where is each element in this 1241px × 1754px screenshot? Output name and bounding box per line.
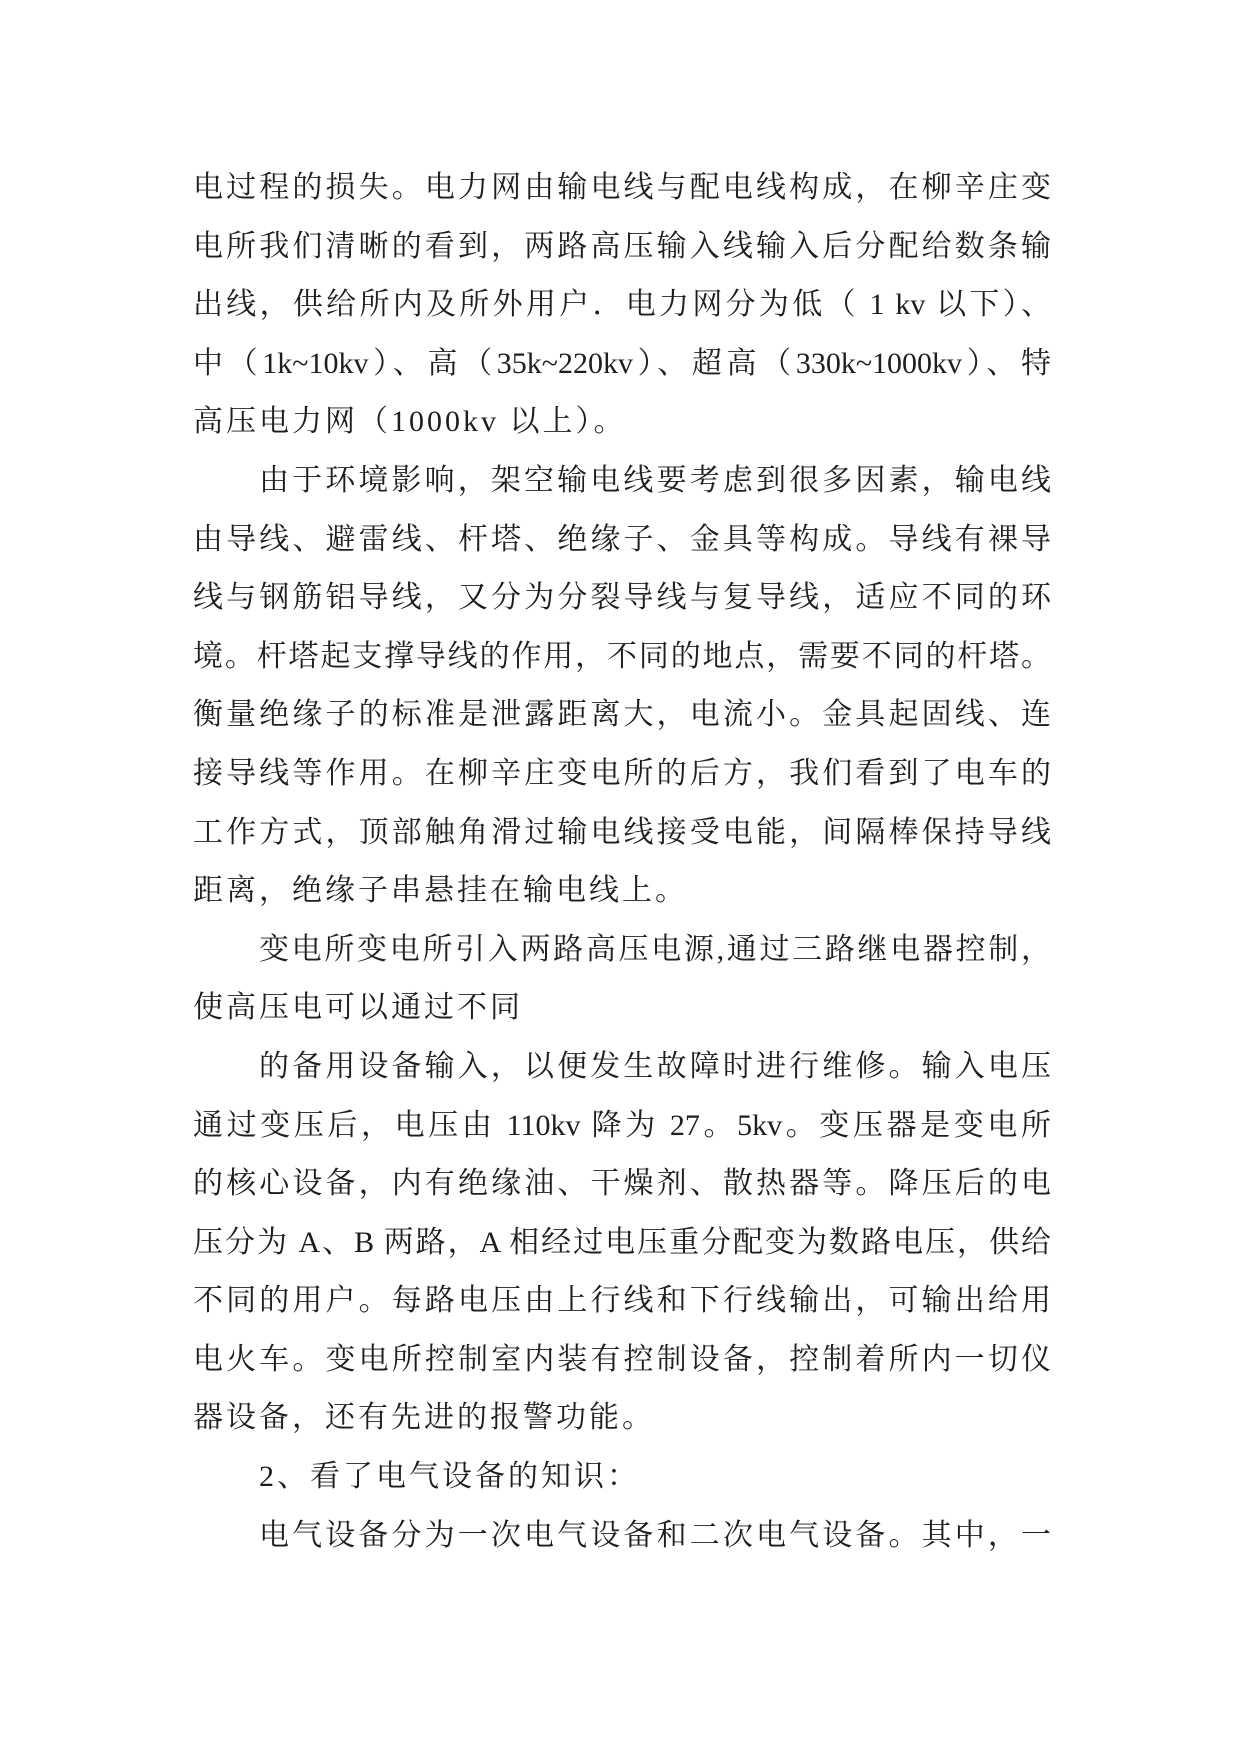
text-line: 的备用设备输入，以便发生故障时进行维修。输入电压	[259, 1049, 1051, 1083]
paragraph	[193, 1507, 1051, 1566]
text-line: 器设备，还有先进的报警功能。	[193, 1401, 655, 1435]
text-line: 由导线、避雷线、杆塔、绝缘子、金具等构成。导线有裸导	[193, 522, 1051, 556]
text-line: 的核心设备，内有绝缘油、干燥剂、散热器等。降压后的电	[193, 1167, 1051, 1201]
text-line: 由于环境影响，架空输电线要考虑到很多因素，输电线	[259, 463, 1051, 497]
text-line: 衡量绝缘子的标准是泄露距离大，电流小。金具起固线、连	[193, 698, 1051, 732]
text-line: 压分为 A、B 两路，A 相经过电压重分配变为数路电压，供给	[193, 1225, 1051, 1259]
text-line: 变电所变电所引入两路高压电源,通过三路继电器控制，	[259, 932, 1051, 966]
text-line: 距离，绝缘子串悬挂在输电线上。	[193, 874, 688, 908]
text-line: 电气设备分为一次电气设备和二次电气设备。其中，一	[259, 1518, 1051, 1552]
text-line: 线与钢筋铝导线，又分为分裂导线与复导线，适应不同的环	[193, 581, 1051, 615]
paragraph	[193, 921, 1051, 1038]
paragraph	[193, 1448, 1051, 1507]
text-line: 接导线等作用。在柳辛庄变电所的后方，我们看到了电车的	[193, 756, 1051, 790]
body-text	[193, 159, 1051, 1565]
paragraph	[193, 159, 1051, 452]
text-line: 出线，供给所内及所外用户．电力网分为低（ 1 kv 以下）、	[193, 288, 1051, 322]
text-line: 使高压电可以通过不同	[193, 991, 523, 1025]
paragraph	[193, 1038, 1051, 1448]
text-line: 电过程的损失。电力网由输电线与配电线构成，在柳辛庄变	[193, 171, 1051, 204]
text-line: 中（1k~10kv）、高（35k~220kv）、超高（330k~1000kv）、特	[193, 346, 1051, 380]
text-line: 高压电力网（1000kv 以上）。	[193, 405, 627, 439]
text-line: 电所我们清晰的看到，两路高压输入线输入后分配给数条输	[193, 229, 1051, 263]
text-line: 工作方式，顶部触角滑过输电线接受电能，间隔棒保持导线	[193, 815, 1051, 849]
text-line: 电火车。变电所控制室内装有控制设备，控制着所内一切仪	[193, 1342, 1051, 1376]
paragraph	[193, 452, 1051, 921]
text-line: 2、看了电气设备的知识：	[259, 1460, 640, 1494]
text-line: 通过变压后，电压由 110kv 降为 27。5kv。变压器是变电所	[193, 1108, 1051, 1142]
text-line: 不同的用户。每路电压由上行线和下行线输出，可输出给用	[193, 1284, 1051, 1318]
text-line: 境。杆塔起支撑导线的作用，不同的地点，需要不同的杆塔。	[193, 639, 1051, 673]
